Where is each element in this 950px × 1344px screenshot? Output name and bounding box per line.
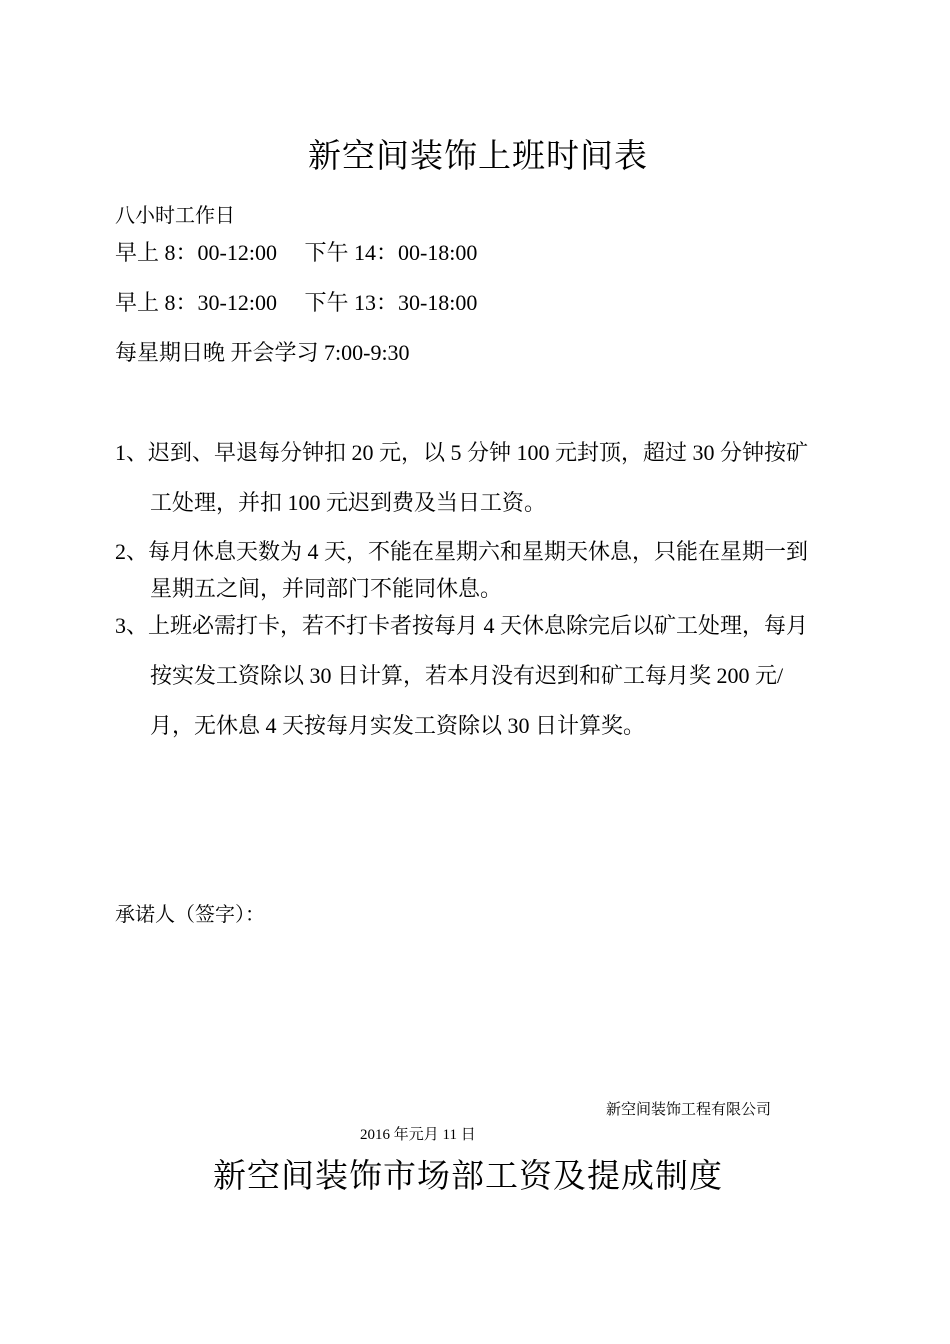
next-section-title: 新空间装饰市场部工资及提成制度 <box>213 1156 723 1195</box>
rule-3-line-3: 月，无休息 4 天按每月实发工资除以 30 日计算奖。 <box>150 713 646 738</box>
schedule-row-2: 早上 8：30-12:00 下午 13：30-18:00 <box>115 290 478 315</box>
rule-2-line-2: 星期五之间，并同部门不能同休息。 <box>150 576 503 601</box>
schedule-heading: 八小时工作日 <box>115 205 235 227</box>
rule-2-line-1: 2、每月休息天数为 4 天，不能在星期六和星期天休息，只能在星期一到 <box>115 539 809 564</box>
rule-3-line-2: 按实发工资除以 30 日计算，若本月没有迟到和矿工每月奖 200 元/ <box>150 663 784 688</box>
rule-3-line-1: 3、上班必需打卡，若不打卡者按每月 4 天休息除完后以矿工处理，每月 <box>115 613 809 638</box>
rule-1-line-1: 1、迟到、早退每分钟扣 20 元，以 5 分钟 100 元封顶，超过 30 分钟按矿 <box>115 440 809 465</box>
company-name: 新空间装饰工程有限公司 <box>606 1102 772 1118</box>
schedule-row-3: 每星期日晚 开会学习 7:00-9:30 <box>115 340 410 365</box>
document-date: 2016 年元月 11 日 <box>360 1127 476 1143</box>
schedule-row-1: 早上 8：00-12:00 下午 14：00-18:00 <box>115 240 478 265</box>
rule-1-line-2: 工处理，并扣 100 元迟到费及当日工资。 <box>150 490 547 515</box>
page-title: 新空间装饰上班时间表 <box>308 136 648 175</box>
signature-label: 承诺人（签字）： <box>115 904 265 926</box>
